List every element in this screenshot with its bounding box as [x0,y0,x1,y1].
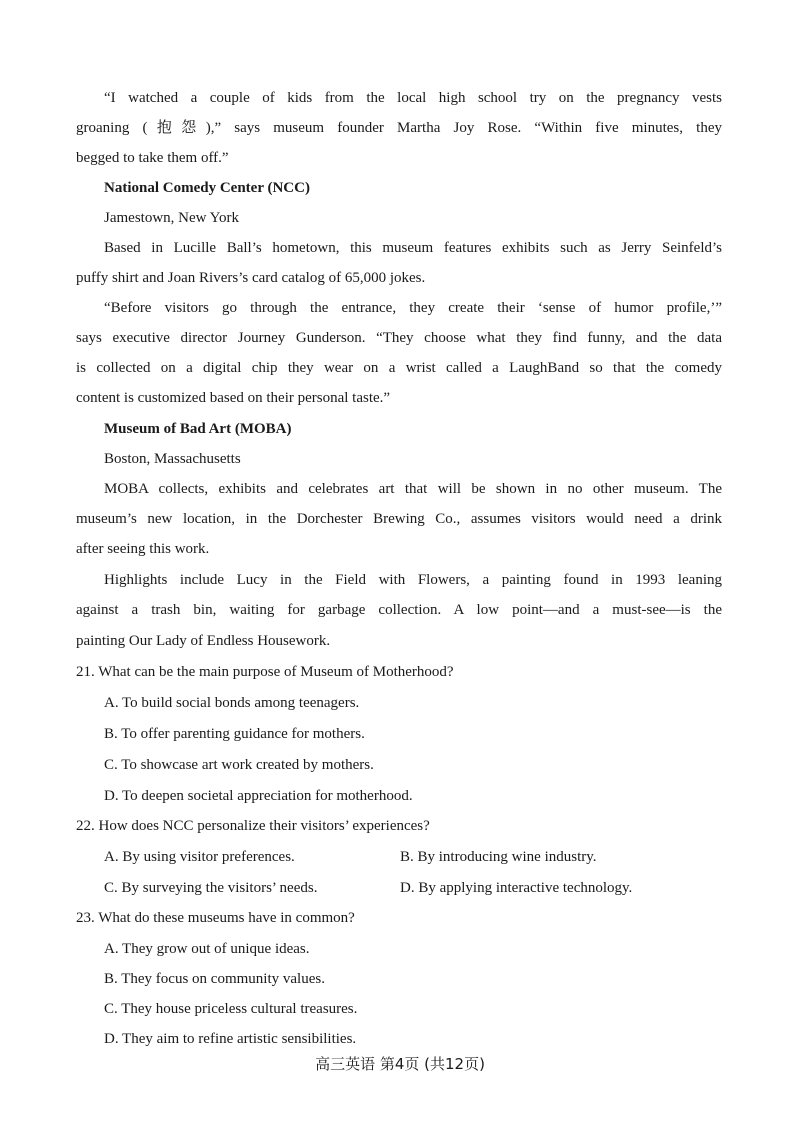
paragraph-line: “I watched a couple of kids from the local high school try on the pregnancy vests [104,90,722,106]
option-a: A. To build social bonds among teenagers. [104,695,360,711]
paragraph-line: Highlights include Lucy in the Field with Flowers, a painting found in 1993 leaning [104,572,722,588]
paragraph-line: Based in Lucille Ball’s hometown, this museum features exhibits such as Jerry Seinfeld’s [104,240,722,256]
option-b: B. To offer parenting guidance for mothers. [104,726,365,742]
option-a: A. They grow out of unique ideas. [104,941,310,957]
question-stem: 21. What can be the main purpose of Museum of Motherhood? [76,664,454,680]
option-c: C. By surveying the visitors’ needs. [104,880,318,896]
paragraph-line: after seeing this work. [76,541,210,557]
paragraph-line: “Before visitors go through the entrance, they create their ‘sense of humor profile,’” [104,300,722,316]
option-b: B. They focus on community values. [104,971,325,987]
option-d: D. To deepen societal appreciation for motherhood. [104,788,413,804]
paragraph-line: MOBA collects, exhibits and celebrates art that will be shown in no other museum. The [104,481,722,497]
paragraph-line: groaning (抱怨),” says museum founder Martha Joy Rose. “Within five minutes, they [76,120,722,136]
option-c: C. To showcase art work created by mothers. [104,757,374,773]
section-heading: National Comedy Center (NCC) [104,180,310,196]
paragraph-line: begged to take them off.” [76,150,229,166]
option-b: B. By introducing wine industry. [400,849,597,865]
location-line: Boston, Massachusetts [104,451,241,467]
question-stem: 22. How does NCC personalize their visitors’ experiences? [76,818,430,834]
option-c: C. They house priceless cultural treasures. [104,1001,358,1017]
section-heading: Museum of Bad Art (MOBA) [104,421,292,437]
option-d: D. They aim to refine artistic sensibilities. [104,1031,357,1047]
paragraph-line: is collected on a digital chip they wear on a wrist called a LaughBand so that the comedy [76,360,722,376]
paragraph-line: against a trash bin, waiting for garbage collection. A low point—and a must-see—is the [76,602,722,618]
paragraph-line: content is customized based on their personal taste.” [76,390,391,406]
paragraph-line: says executive director Journey Gunderson. “They choose what they find funny, and the data [76,330,722,346]
paragraph-line: painting Our Lady of Endless Housework. [76,633,331,649]
option-d: D. By applying interactive technology. [400,880,633,896]
location-line: Jamestown, New York [104,210,239,226]
paragraph-line: museum’s new location, in the Dorchester Brewing Co., assumes visitors would need a drink [76,511,722,527]
question-stem: 23. What do these museums have in common? [76,910,355,926]
option-a: A. By using visitor preferences. [104,849,295,865]
paragraph-line: puffy shirt and Joan Rivers’s card catalog of 65,000 jokes. [76,270,426,286]
page-footer: 高三英语 第4页 (共12页) [315,1055,485,1073]
